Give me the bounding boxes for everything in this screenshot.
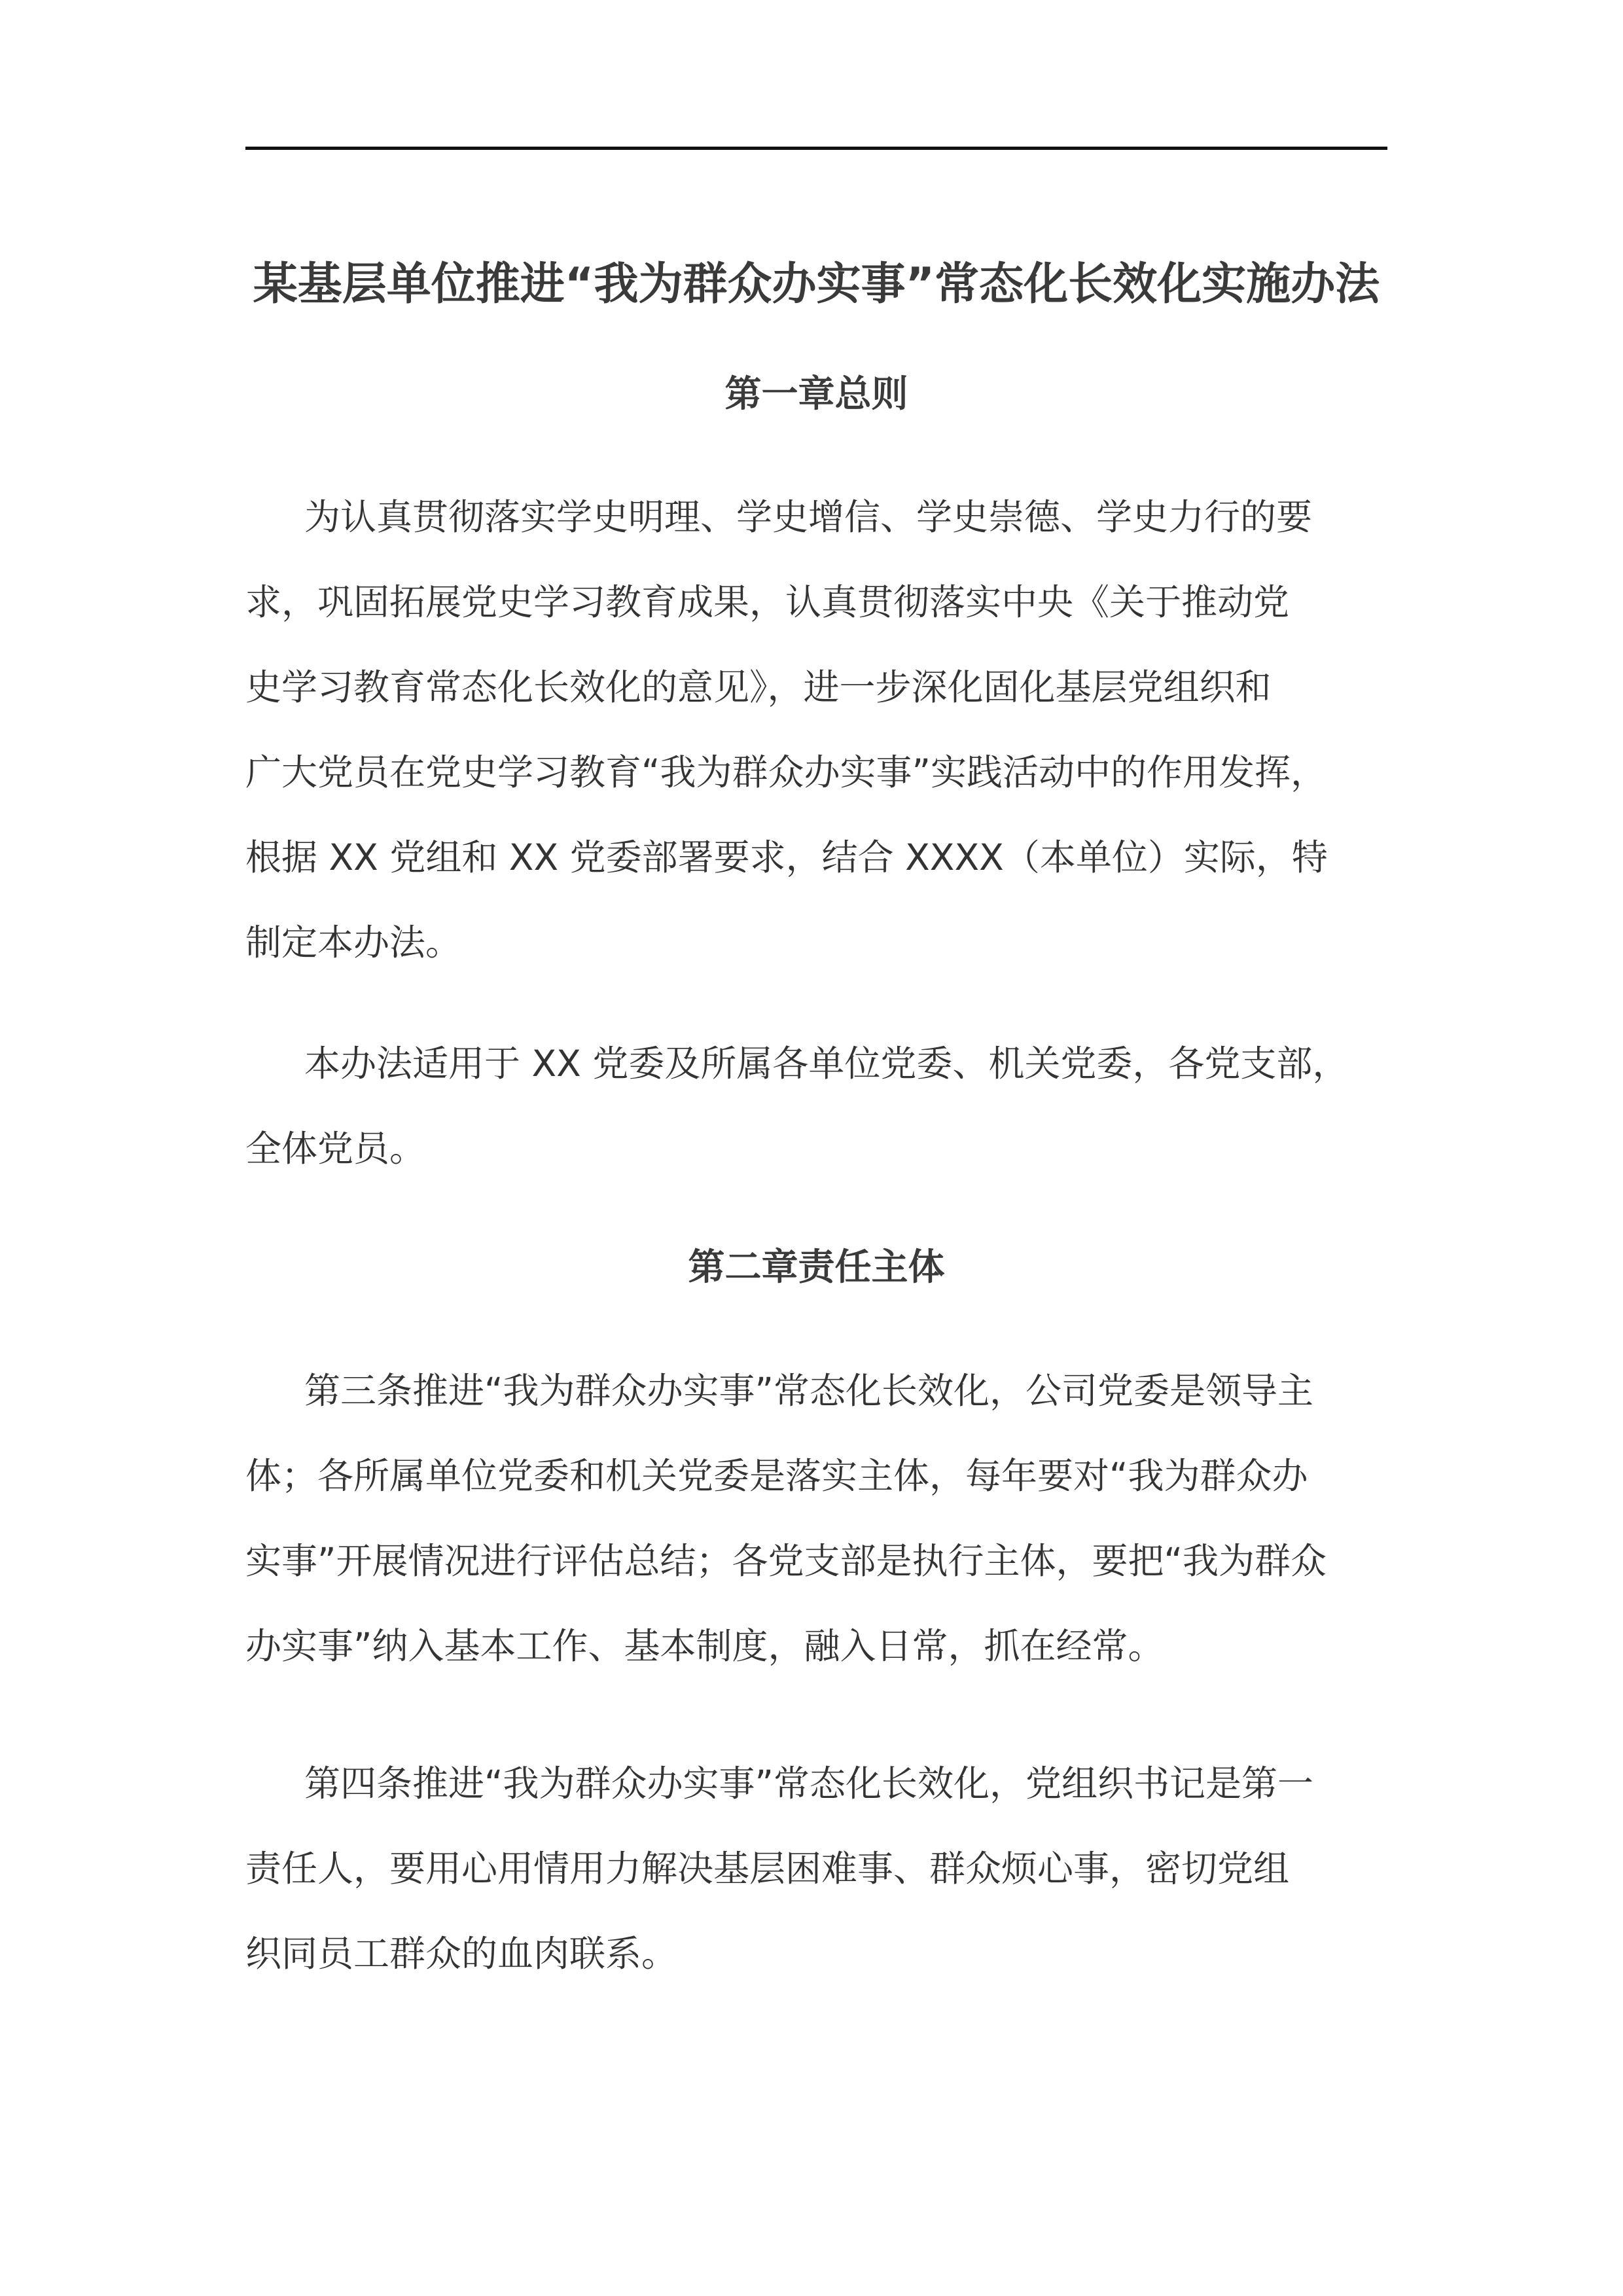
document-title: 某基层单位推进“我为群众办实事”常态化长效化实施办法: [253, 259, 1380, 310]
paragraph-line: 第四条推进“我为群众办实事”常态化长效化，党组织书记是第一: [304, 1763, 1313, 1804]
paragraph-2: [245, 1021, 1417, 1191]
paragraph-3: [245, 1348, 1417, 1689]
paragraph-line: 为认真贯彻落实学史明理、学史增信、学史崇德、学史力行的要: [304, 496, 1313, 538]
paragraph-line: 体；各所属单位党委和机关党委是落实主体，每年要对“我为群众办: [245, 1455, 1308, 1497]
header-rule: [245, 147, 1387, 150]
paragraph-line: 广大党员在党史学习教育“我为群众办实事”实践活动中的作用发挥，: [245, 751, 1327, 793]
paragraph-line: 实事”开展情况进行评估总结；各党支部是执行主体，要把“我为群众: [245, 1540, 1327, 1582]
paragraph-line: 第三条推进“我为群众办实事”常态化长效化，公司党委是领导主: [304, 1370, 1313, 1412]
paragraph-line: 本办法适用于 XX 党委及所属各单位党委、机关党委，各党支部，: [304, 1043, 1349, 1085]
paragraph-line: 织同员工群众的血肉联系。: [245, 1933, 678, 1975]
chapter-heading-2: 第二章责任主体: [688, 1246, 945, 1289]
paragraph-line: 求，巩固拓展党史学习教育成果，认真贯彻落实中央《关于推动党: [245, 581, 1290, 623]
paragraph-line: 全体党员。: [245, 1128, 426, 1170]
chapter-heading-1: 第一章总则: [724, 373, 908, 416]
paragraph-line: 责任人，要用心用情用力解决基层困难事、群众烦心事，密切党组: [245, 1848, 1290, 1890]
paragraph-4: [245, 1741, 1417, 1996]
paragraph-line: 史学习教育常态化长效化的意见》，进一步深化固化基层党组织和: [245, 666, 1272, 708]
paragraph-line: 办实事”纳入基本工作、基本制度，融入日常，抓在经常。: [245, 1625, 1164, 1667]
paragraph-line: 制定本办法。: [245, 922, 462, 963]
paragraph-line: 根据 XX 党组和 XX 党委部署要求，结合 XXXX（本单位）实际，特: [245, 836, 1328, 878]
paragraph-1: [245, 475, 1417, 985]
